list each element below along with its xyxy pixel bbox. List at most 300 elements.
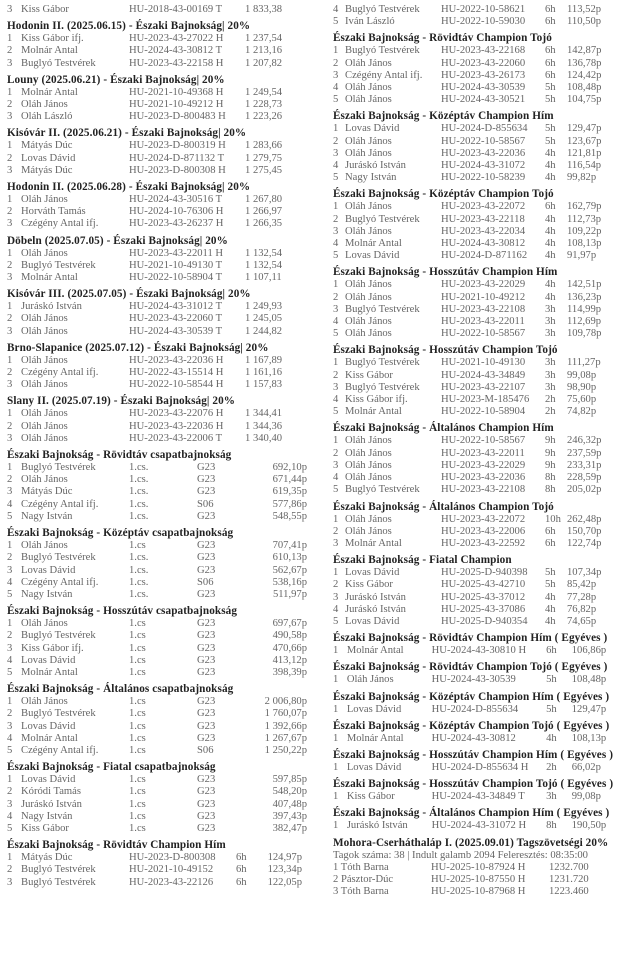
race-section bbox=[7, 127, 313, 177]
category: G23 bbox=[197, 654, 216, 666]
rank: 3 bbox=[7, 720, 13, 732]
rank: 1 bbox=[333, 791, 339, 803]
result-row bbox=[7, 140, 313, 152]
rank: 2 bbox=[7, 420, 13, 432]
result-row bbox=[7, 811, 313, 823]
score: 1 245,05 bbox=[245, 313, 283, 325]
fancier-name: Molnár Antal bbox=[345, 238, 402, 250]
fancier-name: Molnár Antal bbox=[345, 537, 402, 549]
rank: 1 bbox=[7, 852, 13, 864]
rank: 1 bbox=[7, 540, 13, 552]
result-row bbox=[333, 514, 625, 526]
points: 246,32p bbox=[567, 435, 602, 447]
team-championship-section bbox=[7, 605, 313, 679]
fancier-name: Lovas Dávid bbox=[345, 567, 400, 579]
points: 74,82p bbox=[567, 406, 597, 418]
points: 671,44p bbox=[272, 474, 307, 486]
fancier-name: Kiss Gábor bbox=[346, 791, 395, 803]
fancier-name: Juráskó István bbox=[346, 820, 408, 832]
team-label: 1.cs bbox=[129, 786, 146, 798]
fancier-name: Oláh László bbox=[21, 111, 73, 123]
score: 1 249,54 bbox=[245, 86, 283, 98]
result-row bbox=[7, 565, 313, 577]
ring-number: HU-2022-10-58904 bbox=[441, 406, 526, 418]
score: 1 275,45 bbox=[245, 164, 283, 176]
fancier-name: Czégény Antal ifj. bbox=[21, 218, 99, 230]
ring-number: HU-2023-D-800483 H bbox=[129, 111, 226, 123]
category: G23 bbox=[197, 774, 216, 786]
fancier-name: Kiss Gábor bbox=[21, 4, 69, 15]
points: 548,55p bbox=[272, 510, 307, 522]
rank: 5 bbox=[7, 666, 13, 678]
section-title: Északi Bajnokság - Hosszútáv Champion Hím ( Egyéves ) bbox=[333, 748, 614, 761]
section-title: Északi Bajnokság - Középtáv csapatbajnokság bbox=[7, 527, 234, 540]
rank: 2 bbox=[333, 135, 339, 147]
category: G23 bbox=[197, 540, 216, 552]
points: 490,58p bbox=[272, 630, 307, 642]
category: G23 bbox=[197, 810, 216, 822]
ring-number: HU-2018-43-00169 T bbox=[129, 4, 223, 15]
section-title: Döbeln (2025.07.05) - Északi Bajnokság| 20% bbox=[7, 234, 228, 247]
category: S06 bbox=[197, 498, 214, 510]
rank: 2 bbox=[7, 786, 13, 798]
result-row bbox=[333, 250, 625, 262]
fancier-name: Iván László bbox=[345, 16, 395, 28]
fancier-name: Buglyó Testvérek bbox=[21, 462, 96, 474]
score: 1 266,35 bbox=[245, 218, 283, 230]
fancier-name: Buglyó Testvérek bbox=[21, 876, 96, 888]
fancier-name: Kiss Gábor ifj. bbox=[21, 33, 84, 45]
prize-count: 6h bbox=[236, 864, 247, 876]
score: 1 237,54 bbox=[245, 33, 283, 45]
ring-number: HU-2021-10-49152 bbox=[129, 864, 214, 876]
ring-number: HU-2022-10-58904 T bbox=[129, 272, 223, 284]
race-section bbox=[7, 20, 313, 70]
ring-number: HU-2024-43-30521 bbox=[441, 94, 526, 106]
section-title: Északi Bajnokság - Általános Champion Hím ( Egyéves ) bbox=[333, 807, 610, 820]
result-row bbox=[7, 799, 313, 811]
result-row bbox=[7, 206, 313, 218]
result-row bbox=[333, 357, 625, 369]
result-row bbox=[333, 592, 625, 604]
fancier-name: Oláh János bbox=[21, 325, 68, 337]
ring-number: HU-2023-43-22036 H bbox=[129, 420, 224, 432]
team-label: 1.cs bbox=[129, 618, 146, 630]
fancier-name: Oláh János bbox=[21, 432, 68, 444]
points: 707,41p bbox=[272, 540, 307, 552]
category: G23 bbox=[197, 486, 216, 498]
rank: 1 bbox=[333, 732, 339, 744]
result-row bbox=[333, 4, 625, 16]
points: 75,60p bbox=[567, 394, 597, 406]
ring-number: HU-2021-10-49368 H bbox=[129, 86, 224, 98]
fancier-name: Oláh János bbox=[345, 459, 392, 471]
rank: 1 bbox=[333, 820, 339, 832]
points: 162,79p bbox=[567, 201, 602, 213]
prize-count: 6h bbox=[546, 645, 557, 657]
result-row bbox=[7, 852, 313, 864]
result-row bbox=[7, 326, 313, 338]
category: G23 bbox=[197, 510, 216, 522]
fancier-name: Oláh János bbox=[21, 379, 68, 391]
points: 110,50p bbox=[567, 16, 602, 28]
fancier-name: Oláh János bbox=[21, 408, 68, 420]
ring-number: HU-2024-43-34849 T bbox=[431, 791, 525, 803]
fancier-name: Lovas Dávid bbox=[21, 774, 76, 786]
result-row bbox=[333, 123, 625, 135]
fancier-name: Lovas Dávid bbox=[345, 250, 400, 262]
points: 597,85p bbox=[272, 774, 307, 786]
ring-number: HU-2023-D-800308 H bbox=[129, 164, 226, 176]
fancier-name: Molnár Antal bbox=[21, 272, 78, 284]
rank: 5 bbox=[333, 250, 339, 262]
rank: 1 bbox=[7, 140, 13, 152]
result-row bbox=[7, 421, 313, 433]
result-row bbox=[333, 382, 625, 394]
fancier-name: Oláh János bbox=[21, 618, 68, 630]
team-label: 1.cs. bbox=[129, 576, 149, 588]
rank: 3 bbox=[7, 379, 13, 391]
result-row bbox=[333, 406, 625, 418]
points: 129,47p bbox=[567, 123, 602, 135]
race-section bbox=[7, 395, 313, 445]
result-row bbox=[333, 172, 625, 184]
rank: 1 bbox=[7, 774, 13, 786]
rank: 2 bbox=[7, 152, 13, 164]
race-info: Tagok száma: 38 | Indult galamb 2094 Feleresztés: 08:35:00 bbox=[333, 849, 588, 861]
team-label: 1.cs bbox=[129, 720, 146, 732]
prize-count: 5h bbox=[546, 674, 557, 686]
ring-number: HU-2025-10-87550 H bbox=[431, 873, 526, 885]
prize-count: 4h bbox=[545, 591, 556, 603]
fancier-name: Lovas Dávid bbox=[345, 615, 400, 627]
fancier-name: Oláh János bbox=[21, 540, 68, 552]
result-row bbox=[333, 484, 625, 496]
fancier-name: Buglyó Testvérek bbox=[345, 303, 420, 315]
rank: 3 bbox=[7, 432, 13, 444]
ring-number: HU-2024-43-34849 bbox=[441, 369, 526, 381]
fancier-name: Lovas Dávid bbox=[346, 703, 402, 715]
fancier-name: Molnár Antal bbox=[21, 86, 78, 98]
prize-count: 2h bbox=[545, 406, 556, 418]
result-row bbox=[7, 301, 313, 313]
score: 1 223,26 bbox=[245, 111, 283, 123]
previous-section-tail bbox=[7, 4, 313, 16]
prize-count: 4h bbox=[545, 291, 556, 303]
points: 190,50p bbox=[571, 820, 607, 832]
fancier-name: Buglyó Testvérek bbox=[345, 484, 420, 496]
result-row bbox=[7, 260, 313, 272]
rank: 1 bbox=[333, 703, 339, 715]
rank: 3 bbox=[333, 591, 339, 603]
result-row bbox=[7, 272, 313, 284]
result-row bbox=[333, 604, 625, 616]
ring-number: HU-2023-43-22060 T bbox=[129, 313, 223, 325]
points: 610,13p bbox=[272, 552, 307, 564]
rank: 1 bbox=[333, 123, 339, 135]
ring-number: HU-2023-43-22011 bbox=[441, 447, 525, 459]
rank: 2 bbox=[333, 291, 339, 303]
fancier-name: Lovas Dávid bbox=[345, 123, 400, 135]
points: 262,48p bbox=[567, 513, 602, 525]
section-title: Louny (2025.06.21) - Északi Bajnokság| 20% bbox=[7, 73, 225, 86]
points: 121,81p bbox=[567, 147, 602, 159]
prize-count: 9h bbox=[545, 459, 556, 471]
rank: 1 bbox=[7, 462, 13, 474]
fancier-name: Oláh János bbox=[21, 474, 68, 486]
ring-number: HU-2025-10-87924 H bbox=[431, 861, 526, 873]
points: 99,82p bbox=[567, 172, 597, 184]
result-row bbox=[333, 791, 625, 803]
fancier-name: Oláh János bbox=[345, 82, 392, 94]
fancier-name: Oláh János bbox=[21, 194, 68, 206]
fancier-name: Juráskó István bbox=[345, 603, 406, 615]
score: 1 132,54 bbox=[245, 247, 283, 259]
rank: 1 bbox=[333, 357, 339, 369]
points: 114,99p bbox=[567, 303, 602, 315]
fancier-name: Oláh János bbox=[345, 291, 392, 303]
ring-number: HU-2021-10-49130 T bbox=[129, 259, 223, 271]
fancier-name: Lovas Dávid bbox=[21, 654, 76, 666]
ring-number: HU-2021-10-49212 bbox=[441, 291, 526, 303]
team-label: 1.cs. bbox=[129, 486, 149, 498]
points: 98,90p bbox=[567, 381, 597, 393]
prize-count: 4h bbox=[545, 615, 556, 627]
fancier-name: Oláh János bbox=[21, 313, 68, 325]
fancier-name: Oláh János bbox=[345, 279, 392, 291]
rank: 1 bbox=[7, 194, 13, 206]
prize-count: 4h bbox=[545, 213, 556, 225]
prize-count: 4h bbox=[545, 160, 556, 172]
section-title: Slany II. (2025.07.19) - Északi Bajnokság| 20% bbox=[7, 395, 236, 408]
rank: 3 bbox=[333, 69, 339, 81]
result-row bbox=[333, 160, 625, 172]
fancier-name: Mátyás Dúc bbox=[21, 486, 73, 498]
rank: 2 bbox=[333, 525, 339, 537]
fancier-name: Kiss Gábor ifj. bbox=[345, 394, 408, 406]
fancier-name: Buglyó Testvérek bbox=[21, 630, 96, 642]
result-row bbox=[333, 304, 625, 316]
section-title: Északi Bajnokság - Fiatal csapatbajnokság bbox=[7, 761, 216, 774]
fancier-name: Oláh János bbox=[345, 316, 392, 328]
rank: 4 bbox=[333, 160, 339, 172]
score: 1 249,93 bbox=[245, 301, 283, 313]
fancier-name: Oláh János bbox=[21, 420, 68, 432]
points: 237,59p bbox=[567, 447, 602, 459]
fancier-name: 3 Tóth Barna bbox=[333, 886, 389, 898]
ring-number: HU-2023-43-22011 H bbox=[129, 247, 224, 259]
points: 548,20p bbox=[272, 786, 307, 798]
prize-count: 4h bbox=[545, 250, 556, 262]
ring-number: HU-2022-10-58567 bbox=[441, 328, 526, 340]
section-title: Északi Bajnokság - Középtáv Champion Tojó bbox=[333, 188, 554, 201]
ring-number: HU-2022-10-58567 bbox=[441, 135, 526, 147]
team-label: 1.cs bbox=[129, 732, 146, 744]
result-row bbox=[7, 313, 313, 325]
ring-number: HU-2023-43-22118 bbox=[441, 213, 525, 225]
prize-count: 6h bbox=[545, 57, 556, 69]
section-title: Kisóvár III. (2025.07.05) - Északi Bajnokság| 20% bbox=[7, 288, 251, 301]
fancier-name: Juráskó István bbox=[345, 160, 406, 172]
section-title: Északi Bajnokság - Középtáv Champion Hím ( Egyéves ) bbox=[333, 690, 610, 703]
category: G23 bbox=[197, 798, 216, 810]
ring-number: HU-2023-43-26173 bbox=[441, 69, 526, 81]
category: S06 bbox=[197, 576, 214, 588]
result-row bbox=[7, 618, 313, 630]
fancier-name: Kiss Gábor ifj. bbox=[21, 642, 84, 654]
result-row bbox=[7, 552, 313, 564]
score: 1 107,11 bbox=[245, 272, 282, 284]
rank: 3 bbox=[333, 147, 339, 159]
fancier-name: Mátyás Dúc bbox=[21, 140, 73, 152]
prize-count: 2h bbox=[545, 394, 556, 406]
team-championship-section bbox=[7, 761, 313, 835]
fancier-name: Nagy István bbox=[21, 810, 73, 822]
result-row bbox=[7, 474, 313, 486]
ring-number: HU-2024-43-30539 bbox=[431, 674, 516, 686]
prize-count: 5h bbox=[545, 82, 556, 94]
result-row bbox=[7, 165, 313, 177]
ring-number: HU-2023-43-22072 bbox=[441, 201, 526, 213]
result-row bbox=[7, 408, 313, 420]
rank: 1 bbox=[333, 761, 339, 773]
team-championship-section bbox=[7, 527, 313, 601]
prize-count: 6h bbox=[545, 201, 556, 213]
category: G23 bbox=[197, 630, 216, 642]
points: 692,10p bbox=[272, 462, 307, 474]
ring-number: HU-2024-43-30812 bbox=[431, 732, 516, 744]
rank: 4 bbox=[7, 732, 13, 744]
result-row bbox=[333, 704, 625, 716]
points: 407,48p bbox=[272, 798, 307, 810]
result-row bbox=[7, 355, 313, 367]
points: 122,05p bbox=[267, 876, 302, 888]
rank: 3 bbox=[7, 325, 13, 337]
result-row bbox=[333, 762, 625, 774]
section-title: Északi Bajnokság - Általános Champion Hím bbox=[333, 422, 554, 435]
points: 1 267,67p bbox=[264, 732, 307, 744]
ring-number: HU-2025-43-37086 bbox=[441, 603, 526, 615]
ring-number: HU-2024-D-855634 bbox=[441, 123, 528, 135]
prize-count: 4h bbox=[545, 279, 556, 291]
result-row bbox=[333, 201, 625, 213]
rank: 5 bbox=[333, 94, 339, 106]
points: 106,86p bbox=[571, 645, 607, 657]
team-label: 1.cs. bbox=[129, 552, 149, 564]
rank: 5 bbox=[333, 406, 339, 418]
rank: 1 bbox=[7, 301, 13, 313]
ring-number: HU-2024-43-30812 T bbox=[129, 45, 223, 57]
result-row bbox=[7, 486, 313, 498]
ring-number: HU-2023-M-185476 bbox=[441, 394, 530, 406]
rank: 5 bbox=[7, 588, 13, 600]
category: G23 bbox=[197, 720, 216, 732]
rank: 5 bbox=[7, 744, 13, 756]
yearling-champion-section bbox=[333, 691, 625, 716]
fancier-name: Juráskó István bbox=[21, 798, 82, 810]
fancier-name: Buglyó Testvérek bbox=[21, 708, 96, 720]
result-row bbox=[333, 370, 625, 382]
fancier-name: Molnár Antal bbox=[346, 645, 404, 657]
team-label: 1.cs bbox=[129, 630, 146, 642]
category: S06 bbox=[197, 744, 214, 756]
ring-number: HU-2023-43-22072 bbox=[441, 513, 526, 525]
rank: 3 bbox=[7, 4, 13, 15]
rank: 2 bbox=[7, 367, 13, 379]
rank: 1 bbox=[7, 618, 13, 630]
result-row bbox=[333, 733, 625, 745]
result-row bbox=[7, 248, 313, 260]
result-row bbox=[7, 33, 313, 45]
fancier-name: Oláh János bbox=[345, 147, 392, 159]
result-row bbox=[7, 667, 313, 679]
points: 107,34p bbox=[567, 567, 602, 579]
result-row bbox=[7, 4, 313, 16]
result-row bbox=[333, 279, 625, 291]
prize-count: 3h bbox=[545, 316, 556, 328]
fancier-name: Czégény Antal ifj. bbox=[21, 744, 99, 756]
prize-count: 8h bbox=[545, 472, 556, 484]
fancier-name: Czégény Antal ifj. bbox=[345, 69, 423, 81]
ring-number: HU-2023-43-22168 bbox=[441, 45, 526, 57]
result-row bbox=[333, 820, 625, 832]
race-section bbox=[7, 181, 313, 231]
team-label: 1.cs bbox=[129, 744, 146, 756]
rank: 1 bbox=[333, 645, 339, 657]
result-row bbox=[333, 862, 625, 874]
rank: 4 bbox=[7, 498, 13, 510]
points: 113,52p bbox=[567, 4, 602, 15]
ring-number: HU-2021-10-49130 bbox=[441, 357, 526, 369]
score: 1 161,16 bbox=[245, 367, 283, 379]
score: 1 279,75 bbox=[245, 152, 283, 164]
prize-count: 5h bbox=[545, 135, 556, 147]
result-row bbox=[333, 538, 625, 550]
race-section bbox=[7, 235, 313, 285]
team-label: 1.cs. bbox=[129, 588, 149, 600]
rank: 3 bbox=[333, 381, 339, 393]
points: 397,43p bbox=[272, 810, 307, 822]
fancier-name: Buglyó Testvérek bbox=[21, 57, 96, 69]
fancier-name: 1 Tóth Barna bbox=[333, 861, 389, 873]
champion-section bbox=[7, 839, 313, 889]
rank: 2 bbox=[7, 259, 13, 271]
prize-count: 6h bbox=[545, 69, 556, 81]
rank: 4 bbox=[333, 238, 339, 250]
score: 1 167,89 bbox=[245, 354, 283, 366]
result-row bbox=[7, 540, 313, 552]
section-title: Kisóvár II. (2025.06.21) - Északi Bajnokság| 20% bbox=[7, 127, 247, 140]
category: G23 bbox=[197, 462, 216, 474]
ring-number: HU-2023-43-26237 H bbox=[129, 218, 224, 230]
fancier-name: Kiss Gábor bbox=[345, 369, 393, 381]
result-row bbox=[333, 472, 625, 484]
ring-number: HU-2024-43-30539 bbox=[441, 82, 526, 94]
rank: 4 bbox=[333, 316, 339, 328]
prize-count: 4h bbox=[545, 225, 556, 237]
score: 1232.700 bbox=[549, 861, 589, 873]
ring-number: HU-2023-D-800308 bbox=[129, 852, 216, 864]
points: 112,73p bbox=[567, 213, 602, 225]
ring-number: HU-2024-43-30812 bbox=[441, 238, 526, 250]
ring-number: HU-2024-43-31072 H bbox=[431, 820, 527, 832]
points: 577,86p bbox=[272, 498, 307, 510]
fancier-name: Buglyó Testvérek bbox=[21, 864, 96, 876]
fancier-name: Oláh János bbox=[345, 94, 392, 106]
points: 619,35p bbox=[272, 486, 307, 498]
section-title: Északi Bajnokság - Általános csapatbajnokság bbox=[7, 683, 234, 696]
section-title: Északi Bajnokság - Középtáv Champion Hím bbox=[333, 110, 554, 123]
